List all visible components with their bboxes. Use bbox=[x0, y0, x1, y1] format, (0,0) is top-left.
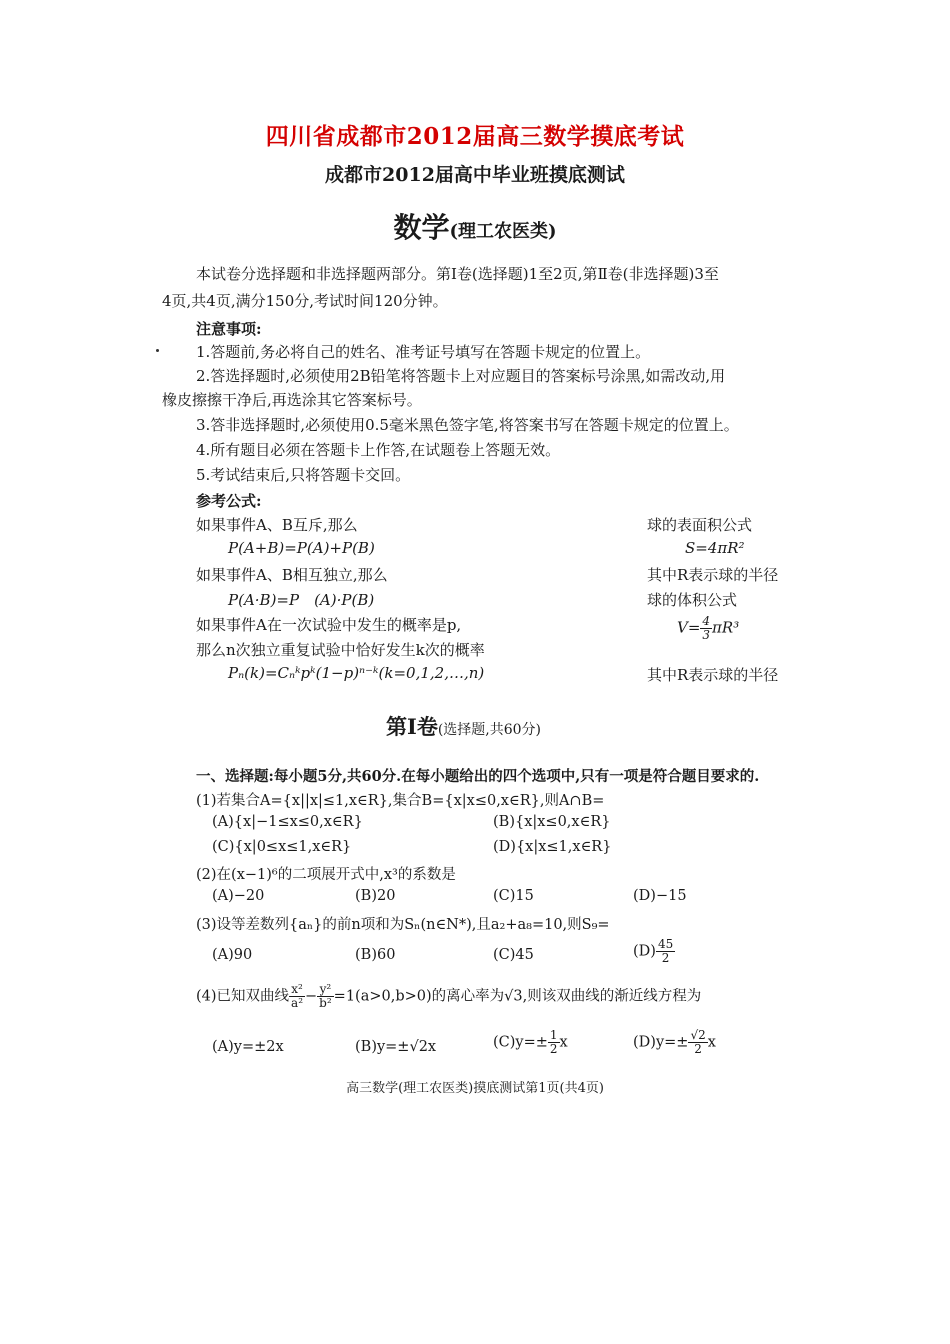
fraction-denominator: 2 bbox=[661, 951, 670, 965]
question-4 bbox=[196, 983, 701, 1010]
red-title: 四川省成都市2012届高三数学摸底考试 bbox=[265, 123, 685, 150]
fraction-numerator: 45 bbox=[657, 937, 674, 951]
formula-left-7: Pₙ(k)=Cₙᵏpᵏ(1−p)ⁿ⁻ᵏ(k=0,1,2,…,n) bbox=[228, 664, 485, 682]
question-3-option-c: (C)45 bbox=[493, 947, 534, 963]
subject-note: (理工农医类) bbox=[449, 221, 557, 242]
question-1-option-b: (B){x|x≤0,x∈R} bbox=[493, 814, 611, 830]
formula-right-6: 其中R表示球的半径 bbox=[647, 666, 779, 684]
fraction-numerator: √2 bbox=[690, 1028, 706, 1042]
question-2-option-c: (C)15 bbox=[493, 888, 534, 904]
question-2-option-a: (A)−20 bbox=[212, 888, 265, 904]
question-2-option-d: (D)−15 bbox=[633, 888, 687, 904]
notes-item-4: 4.所有题目必须在答题卡上作答,在试题卷上答题无效。 bbox=[196, 441, 561, 459]
question-3-option-d bbox=[633, 938, 675, 965]
formula-left-6: 那么n次独立重复试验中恰好发生k次的概率 bbox=[196, 641, 485, 659]
notes-item-3: 3.答非选择题时,必须使用0.5毫米黑色签字笔,将答案书写在答题卡规定的位置上。 bbox=[196, 416, 739, 434]
sphere-volume-lhs: V= bbox=[677, 618, 701, 637]
formula-right-4: 球的体积公式 bbox=[647, 591, 738, 609]
notes-item-1: 1.答题前,务必将自己的姓名、准考证号填写在答题卡规定的位置上。 bbox=[196, 343, 651, 361]
section-1-title bbox=[386, 711, 541, 741]
option-c-lead: (C)y=± bbox=[493, 1034, 548, 1051]
formula-left-1: 如果事件A、B互斥,那么 bbox=[196, 516, 358, 534]
question-4-option-d bbox=[633, 1029, 716, 1056]
formula-right-5 bbox=[677, 615, 739, 642]
scan-speck bbox=[156, 349, 159, 352]
formula-left-4: P(A·B)=P (A)·P(B) bbox=[228, 591, 375, 609]
page-footer: 高三数学(理工农医类)摸底测试第1页(共4页) bbox=[346, 1081, 604, 1096]
section-1-instruction: 一、选择题:每小题5分,共60分.在每小题给出的四个选项中,只有一项是符合题目要求的. bbox=[196, 768, 760, 785]
fraction-numerator: x² bbox=[289, 983, 305, 997]
fraction-denominator: 3 bbox=[702, 628, 711, 642]
option-d-tail: x bbox=[707, 1034, 716, 1051]
section-1-note: (选择题,共60分) bbox=[437, 722, 542, 738]
formula-left-3: 如果事件A、B相互独立,那么 bbox=[196, 566, 388, 584]
formula-right-2: S=4πR² bbox=[685, 539, 745, 557]
option-d-lead: (D)y=± bbox=[633, 1034, 689, 1051]
question-1-option-d: (D){x|x≤1,x∈R} bbox=[493, 839, 612, 855]
fraction-one-half bbox=[548, 1029, 560, 1056]
question-2: (2)在(x−1)⁶的二项展开式中,x³的系数是 bbox=[196, 867, 456, 883]
question-1-option-a: (A){x|−1≤x≤0,x∈R} bbox=[212, 814, 363, 830]
fraction-numerator: 4 bbox=[702, 614, 711, 628]
fraction-denominator: b² bbox=[319, 996, 332, 1010]
question-4-lead: (4)已知双曲线 bbox=[196, 988, 290, 1005]
minus-sign: − bbox=[305, 988, 318, 1005]
notes-heading: 注意事项: bbox=[196, 320, 262, 338]
subject-name: 数学 bbox=[393, 211, 450, 244]
fraction-numerator: y² bbox=[317, 983, 334, 997]
subject-title bbox=[0, 206, 950, 246]
question-3: (3)设等差数列{aₙ}的前n项和为Sₙ(n∈N*),且a₂+a₈=10,则S₉= bbox=[196, 917, 610, 933]
question-1-option-c: (C){x|0≤x≤1,x∈R} bbox=[212, 839, 352, 855]
question-4-option-b: (B)y=±√2x bbox=[355, 1039, 437, 1055]
option-d-label: (D) bbox=[633, 943, 656, 960]
option-c-tail: x bbox=[559, 1034, 568, 1051]
fraction-four-thirds bbox=[700, 615, 712, 642]
section-1-label: 第Ⅰ卷 bbox=[386, 714, 438, 739]
question-4-option-a: (A)y=±2x bbox=[212, 1039, 284, 1055]
intro-line-2: 4页,共4页,满分150分,考试时间120分钟。 bbox=[162, 292, 448, 310]
fraction-denominator: a² bbox=[291, 996, 304, 1010]
fraction-root2-over-2 bbox=[688, 1029, 707, 1056]
sub-title: 成都市2012届高中毕业班摸底测试 bbox=[325, 164, 625, 186]
fraction-denominator: 2 bbox=[549, 1042, 558, 1056]
fraction-45-over-2 bbox=[656, 938, 675, 965]
sphere-volume-rhs: πR³ bbox=[712, 618, 740, 637]
intro-line-1: 本试卷分选择题和非选择题两部分。第Ⅰ卷(选择题)1至2页,第Ⅱ卷(非选择题)3至 bbox=[196, 265, 719, 283]
fraction-x2-over-a2 bbox=[289, 983, 305, 1010]
formula-left-5: 如果事件A在一次试验中发生的概率是p, bbox=[196, 616, 462, 634]
notes-item-5: 5.考试结束后,只将答题卡交回。 bbox=[196, 466, 411, 484]
notes-item-2b: 橡皮擦擦干净后,再选涂其它答案标号。 bbox=[162, 391, 422, 409]
formula-right-3: 其中R表示球的半径 bbox=[647, 566, 779, 584]
question-4-tail: =1(a>0,b>0)的离心率为√3,则该双曲线的渐近线方程为 bbox=[333, 988, 702, 1005]
question-1: (1)若集合A={x||x|≤1,x∈R},集合B={x|x≤0,x∈R},则A∩B= bbox=[196, 793, 605, 809]
fraction-numerator: 1 bbox=[549, 1028, 558, 1042]
notes-item-2a: 2.答选择题时,必须使用2B铅笔将答题卡上对应题目的答案标号涂黑,如需改动,用 bbox=[196, 367, 726, 385]
question-3-option-b: (B)60 bbox=[355, 947, 396, 963]
formula-right-1: 球的表面积公式 bbox=[647, 516, 753, 534]
formula-left-2: P(A+B)=P(A)+P(B) bbox=[228, 539, 375, 557]
fraction-y2-over-b2 bbox=[317, 983, 334, 1010]
question-3-option-a: (A)90 bbox=[212, 947, 253, 963]
question-2-option-b: (B)20 bbox=[355, 888, 396, 904]
formulas-heading: 参考公式: bbox=[196, 492, 262, 510]
question-4-option-c bbox=[493, 1029, 568, 1056]
fraction-denominator: 2 bbox=[694, 1042, 702, 1056]
